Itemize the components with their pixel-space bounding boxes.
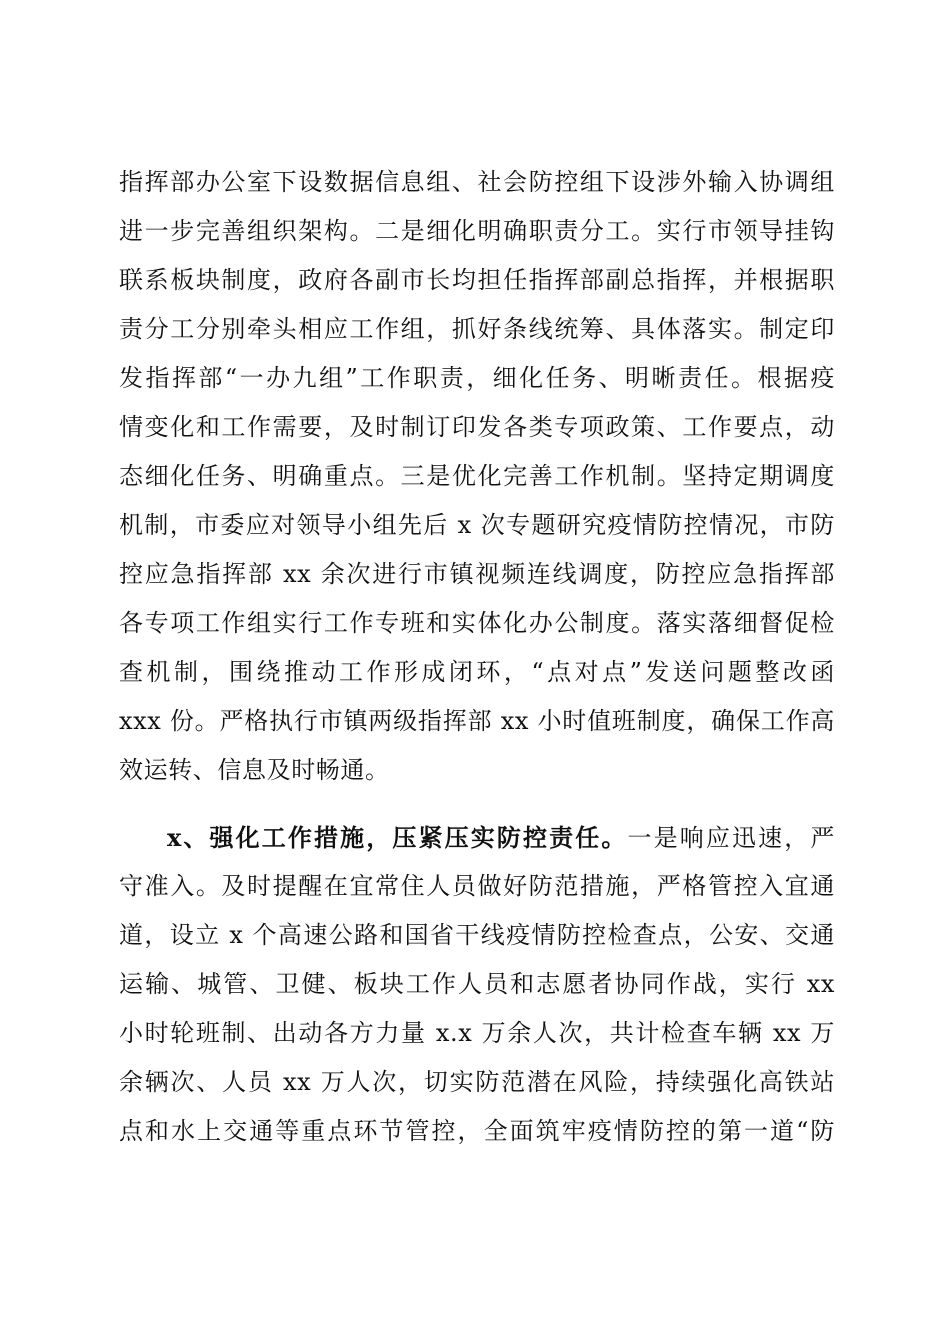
paragraph-line: 联系板块制度，政府各副市长均担任指挥部副总指挥，并根据职 <box>119 266 835 294</box>
section-heading: x、强化工作措施，压紧压实防控责任。 <box>167 823 628 852</box>
paragraph-first-line <box>119 813 835 862</box>
paragraph-line: 指挥部办公室下设数据信息组、社会防控组下设涉外输入协调组 <box>119 168 835 196</box>
paragraph-line: xxx 份。严格执行市镇两级指挥部 xx 小时值班制度，确保工作高 <box>119 707 835 735</box>
paragraph-line: 查机制，围绕推动工作形成闭环，“点对点”发送问题整改函 <box>119 658 835 686</box>
paragraph-line: 各专项工作组实行工作专班和实体化办公制度。落实落细督促检 <box>119 609 835 637</box>
paragraph-line: 道，设立 x 个高速公路和国省干线疫情防控检查点，公安、交通 <box>119 921 835 949</box>
paragraph-one <box>119 158 835 795</box>
paragraph-line: 机制，市委应对领导小组先后 x 次专题研究疫情防控情况，市防 <box>119 511 835 539</box>
paragraph-line: 小时轮班制、出动各方力量 x.x 万余人次，共计检查车辆 xx 万 <box>119 1019 835 1047</box>
paragraph-two <box>119 813 835 1156</box>
paragraph-line: 进一步完善组织架构。二是细化明确职责分工。实行市领导挂钩 <box>119 217 835 245</box>
paragraph-line: 点和水上交通等重点环节管控，全面筑牢疫情防控的第一道“防 <box>119 1117 835 1145</box>
paragraph-line: 情变化和工作需要，及时制订印发各类专项政策、工作要点，动 <box>119 413 835 441</box>
paragraph-line: 发指挥部“一办九组”工作职责，细化任务、明晰责任。根据疫 <box>119 364 835 392</box>
paragraph-line: 控应急指挥部 xx 余次进行市镇视频连线调度，防控应急指挥部 <box>119 560 835 588</box>
paragraph-line: 效运转、信息及时畅通。 <box>119 756 390 784</box>
heading-continuation: 一是响应迅速，严 <box>627 824 835 852</box>
paragraph-line: 运输、城管、卫健、板块工作人员和志愿者协同作战，实行 xx <box>119 970 835 998</box>
paragraph-line: 余辆次、人员 xx 万人次，切实防范潜在风险，持续强化高铁站 <box>119 1068 835 1096</box>
paragraph-line: 责分工分别牵头相应工作组，抓好条线统筹、具体落实。制定印 <box>119 315 835 343</box>
paragraph-line: 守准入。及时提醒在宜常住人员做好防范措施，严格管控入宜通 <box>119 872 835 900</box>
paragraph-line: 态细化任务、明确重点。三是优化完善工作机制。坚持定期调度 <box>119 462 835 490</box>
